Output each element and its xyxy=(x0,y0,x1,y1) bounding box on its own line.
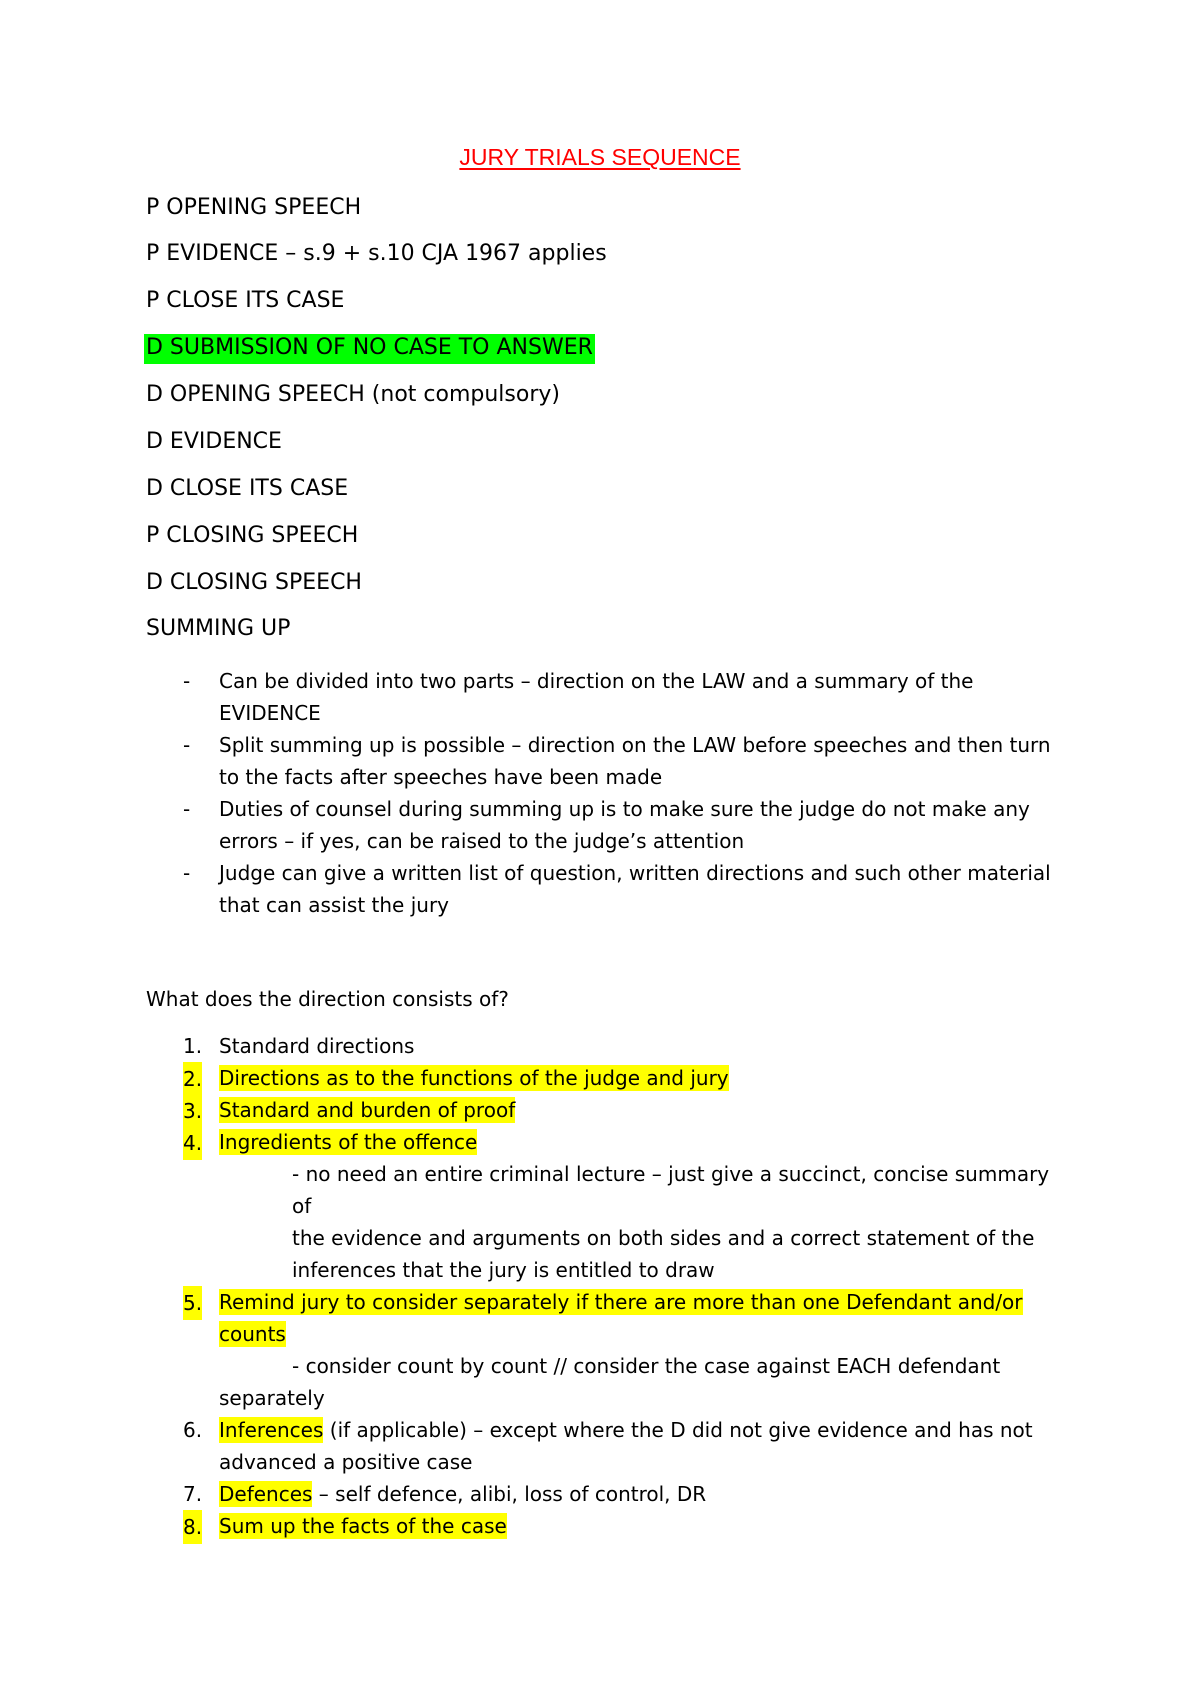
sequence-step-2: P EVIDENCE – s.9 + s.10 CJA 1967 applies xyxy=(146,241,607,266)
item-highlight: Defences xyxy=(219,1482,313,1506)
item-number: 1. xyxy=(183,1034,203,1058)
sequence-step-6: D EVIDENCE xyxy=(146,429,282,454)
sub-note-line: inferences that the jury is entitled to draw xyxy=(292,1258,715,1282)
bullet-text: Can be divided into two parts – direction on the LAW and a summary of the EVIDENCE xyxy=(219,669,974,725)
sequence-step-8: P CLOSING SPEECH xyxy=(146,523,359,548)
sequence-step-1: P OPENING SPEECH xyxy=(146,195,362,220)
list-item xyxy=(146,1286,1066,1350)
sequence-step-7: D CLOSE ITS CASE xyxy=(146,476,349,501)
bullet-text: Split summing up is possible – direction on the LAW before speeches and then turn to the facts after speeches have been made xyxy=(219,733,1051,789)
item-text: – self defence, alibi, loss of control, DR xyxy=(312,1482,707,1506)
sub-note xyxy=(146,1350,1066,1382)
item-number: 6. xyxy=(183,1418,203,1442)
list-item xyxy=(146,1510,1066,1542)
item-text: counts xyxy=(219,1322,286,1346)
list-item xyxy=(146,665,1066,729)
item-text: Sum up the facts of the case xyxy=(219,1514,507,1538)
sequence-step-5: D OPENING SPEECH (not compulsory) xyxy=(146,382,560,407)
item-number: 4. xyxy=(183,1126,202,1160)
page-title: JURY TRIALS SEQUENCE xyxy=(459,144,741,170)
sequence-step-10: SUMMING UP xyxy=(146,616,291,641)
bullet-marker: - xyxy=(183,797,191,821)
bullet-marker: - xyxy=(183,669,191,693)
section-question: What does the direction consists of? xyxy=(146,987,509,1011)
item-number: 8. xyxy=(183,1510,202,1544)
list-item xyxy=(146,793,1066,857)
list-item xyxy=(146,1478,1066,1510)
item-number: 7. xyxy=(183,1482,203,1506)
item-number: 3. xyxy=(183,1094,202,1128)
item-highlight: Inferences xyxy=(219,1418,324,1442)
sequence-step-4: D SUBMISSION OF NO CASE TO ANSWER xyxy=(144,334,595,364)
list-item xyxy=(146,1094,1066,1126)
bullet-text: Duties of counsel during summing up is to make sure the judge do not make any errors – if yes, can be raised to the judge’s attention xyxy=(219,797,1030,853)
summing-up-bullet-list xyxy=(146,665,1066,921)
item-number: 5. xyxy=(183,1286,202,1320)
sequence-step-3: P CLOSE ITS CASE xyxy=(146,288,345,313)
sub-note-line: separately xyxy=(219,1386,325,1410)
item-text: Ingredients of the offence xyxy=(219,1130,478,1154)
item-text: Remind jury to consider separately if there are more than one Defendant and/or xyxy=(219,1290,1023,1314)
sequence-step-9: D CLOSING SPEECH xyxy=(146,570,362,595)
sub-note-line: the evidence and arguments on both sides and a correct statement of the xyxy=(292,1226,1035,1250)
bullet-marker: - xyxy=(183,861,191,885)
item-text: (if applicable) – except where the D did not give evidence and has not xyxy=(323,1418,1033,1442)
sub-note-line: - consider count by count // consider the case against EACH defendant xyxy=(292,1354,1001,1378)
item-text: Directions as to the functions of the judge and jury xyxy=(219,1066,729,1090)
list-item xyxy=(146,1126,1066,1158)
item-text: Standard directions xyxy=(219,1034,415,1058)
list-item xyxy=(146,857,1066,921)
sub-note xyxy=(146,1158,1066,1286)
bullet-text: Judge can give a written list of question, written directions and such other material that can assist the jury xyxy=(219,861,1051,917)
item-text: advanced a positive case xyxy=(219,1450,473,1474)
bullet-marker: - xyxy=(183,733,191,757)
list-item xyxy=(146,1062,1066,1094)
list-item xyxy=(146,1030,1066,1062)
directions-numbered-list xyxy=(146,1030,1066,1542)
item-text: Standard and burden of proof xyxy=(219,1098,516,1122)
list-item xyxy=(146,729,1066,793)
item-number: 2. xyxy=(183,1062,202,1096)
sub-note-line: - no need an entire criminal lecture – just give a succinct, concise summary of xyxy=(292,1162,1050,1218)
list-item xyxy=(146,1414,1066,1478)
